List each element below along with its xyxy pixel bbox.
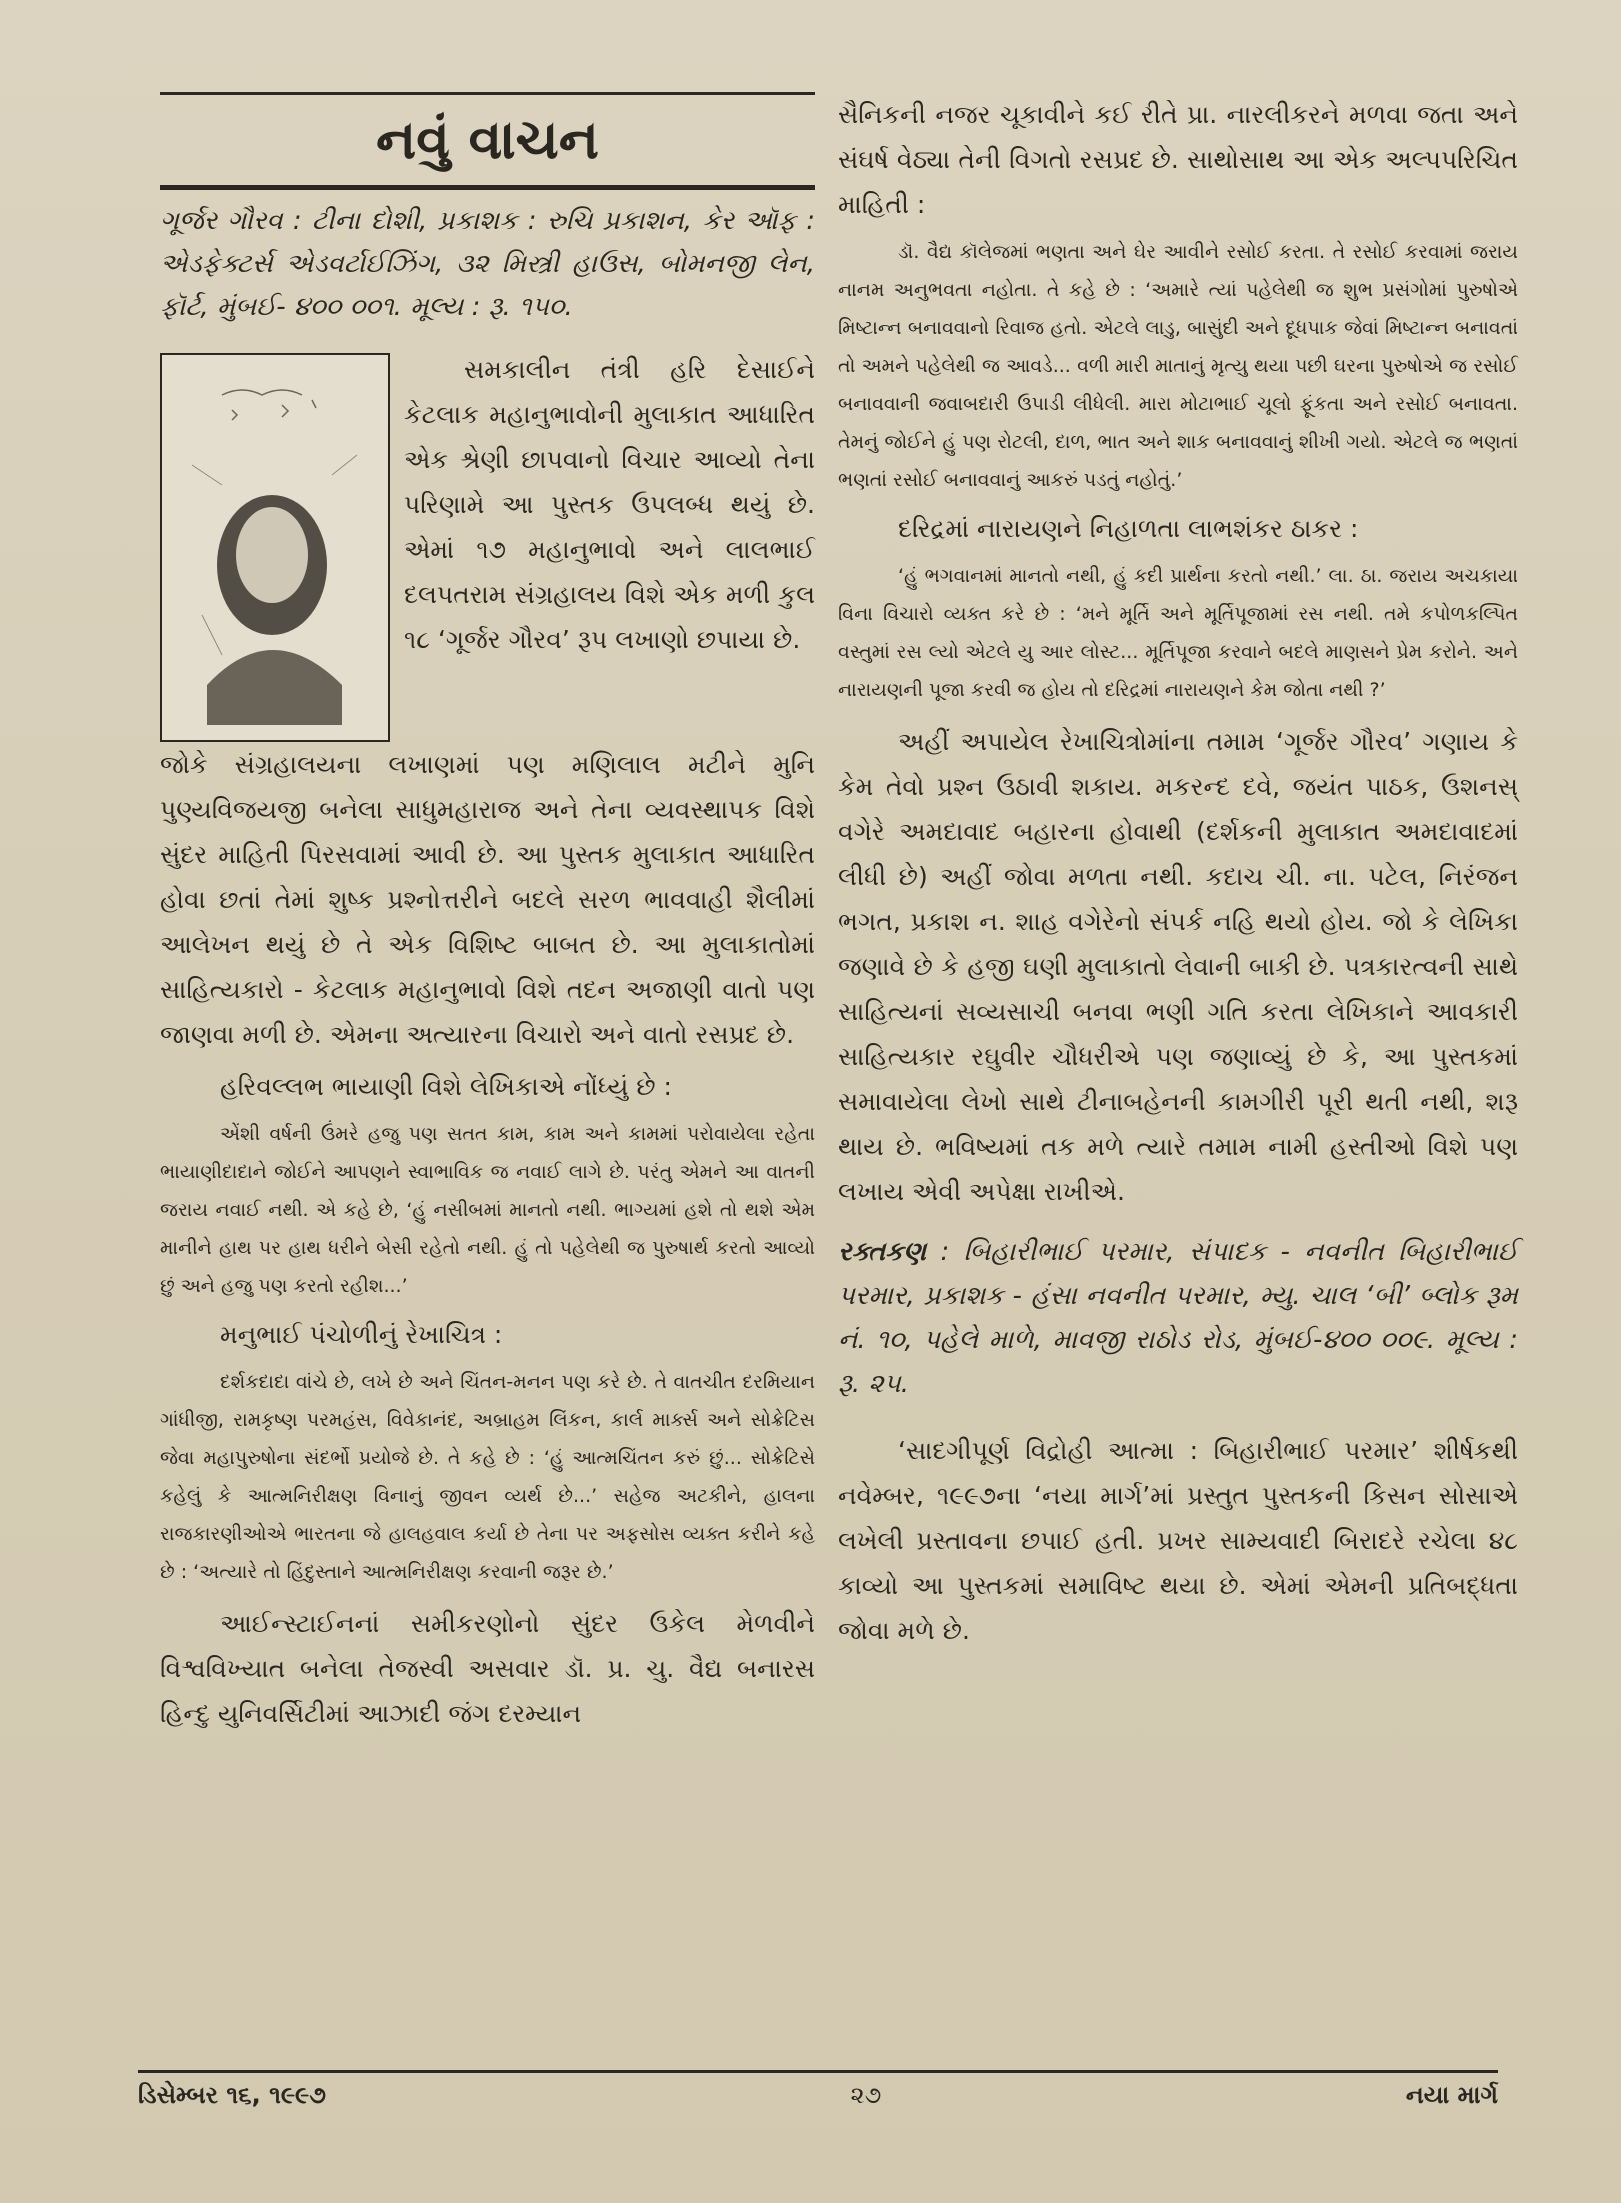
book2-details: : બિહારીભાઈ પરમાર, સંપાદક - નવનીત બિહારીભાઈ પરમાર, પ્રકાશક - હંસા નવનીત પરમાર, મ્યુ. ચાલ ‘બી’ બ્લોક રૂમ નં. ૧૦, પહેલે માળે, માવજી રાઠોડ રોડ, મુંબઈ-૪૦૦ ૦૦૯. મૂલ્ય : રૂ. ૨૫.	[838, 1237, 1518, 1399]
intro-paragraph: સમકાલીન તંત્રી હરિ દેસાઈને કેટલાક મહાનુભાવોની મુલાકાત આધારિત એક શ્રેણી છાપવાનો વિચાર આવ્યો તેના પરિણામે આ પુસ્તક ઉપલબ્ધ થયું છે. એમાં ૧૭ મહાનુભાવો અને લાલભાઈ દલપતરામ સંગ્રહાલય વિશે એક મળી કુલ ૧૮ ‘ગૂર્જર ગૌરવ’ રૂપ લખાણો છપાયા છે.	[404, 355, 815, 654]
page-number: ૨૭	[850, 2081, 882, 2109]
right-paragraph-3: ‘સાદગીપૂર્ણ વિદ્રોહી આત્મા : બિહારીભાઈ પરમાર’ શીર્ષકથી નવેમ્બર, ૧૯૯૭ના ‘નયા માર્ગ’માં પ્રસ્તુત પુસ્તકની કિસન સોસાએ લખેલી પ્રસ્તાવના છપાઈ હતી. પ્રખર સામ્યવાદી બિરાદરે રચેલા ૪૮ કાવ્યો આ પુસ્તકમાં સમાવિષ્ટ થયા છે. એમાં એમની પ્રતિબદ્ધતા જોવા મળે છે.	[838, 1436, 1518, 1645]
left-paragraph-3: આઈન્સ્ટાઈનનાં સમીકરણોનો સુંદર ઉકેલ મેળવીને વિશ્વવિખ્યાત બનેલા તેજસ્વી અસવાર ડૉ. પ્ર. ચુ. વૈદ્ય બનારસ હિન્દુ યુનિવર્સિટીમાં આઝાદી જંગ દરમ્યાન	[160, 1609, 815, 1728]
right-paragraph-1: સૈનિકની નજર ચૂકાવીને કઈ રીતે પ્રા. નારલીકરને મળવા જતા અને સંઘર્ષ વેઠ્યા તેની વિગતો રસપ્રદ છે. સાથોસાથ આ એક અલ્પપરિચિત માહિતી :	[838, 100, 1518, 219]
book1-title: ગૂર્જર ગૌરવ	[160, 206, 283, 236]
book1-details: : ટીના દોશી, પ્રકાશક : રુચિ પ્રકાશન, કેર ઑફ : એડફેક્ટર્સ એડવર્ટાઈઝિંગ, ૩૨ મિસ્ત્રી હાઉસ, બોમનજી લેન, ફૉર્ટ, મુંબઈ- ૪૦૦ ૦૦૧. મૂલ્ય : રૂ. ૧૫૦.	[160, 206, 816, 322]
quote-thakar: ‘હું ભગવાનમાં માનતો નથી, હું કદી પ્રાર્થના કરતો નથી.’ લા. ઠા. જરાય અચકાયા વિના વિચારો વ્યક્ત કરે છે : ‘મને મૂર્તિ અને મૂર્તિપૂજામાં રસ નથી. તમે કપોળકલ્પિત વસ્તુમાં રસ લ્યો એટલે યુ આર લોસ્ટ... મૂર્તિપૂજા કરવાને બદલે માણસને પ્રેમ કરોને. અને નારાયણની પૂજા કરવી જ હોય તો દરિદ્રમાં નારાયણને કેમ જોતા નથી ?’	[838, 565, 1519, 701]
quote-vaidya: ડૉ. વૈદ્ય કૉલેજમાં ભણતા અને ઘેર આવીને રસોઈ કરતા. તે રસોઈ કરવામાં જરાય નાનમ અનુભવતા નહોતા. તે કહે છે : ‘અમારે ત્યાં પહેલેથી જ શુભ પ્રસંગોમાં પુરુષોએ મિષ્ટાન્ન બનાવવાનો રિવાજ હતો. એટલે લાડુ, બાસુંદી અને દૂધપાક જેવાં મિષ્ટાન્ન બનાવતાં તો અમને પહેલેથી જ આવડે... વળી મારી માતાનું મૃત્યુ થયા પછી ઘરના પુરુષોએ જ રસોઈ બનાવવાની જવાબદારી ઉપાડી લીધેલી. મારા મોટાભાઈ ચૂલો ફૂંકતા અને રસોઈ બનાવતા. તેમનું જોઈને હું પણ રોટલી, દાળ, ભાત અને શાક બનાવવાનું શીખી ગયો. એટલે જ ભણતાં ભણતાં રસોઈ બનાવવાનું આકરું પડતું નહોતું.’	[838, 241, 1518, 491]
title-top-rule	[160, 92, 815, 95]
footer-rule	[138, 2070, 1498, 2073]
left-paragraph-2: જોકે સંગ્રહાલયના લખાણમાં પણ મણિલાલ મટીને મુનિ પુણ્યવિજયજી બનેલા સાધુમહારાજ અને તેના વ્યવસ્થાપક વિશે સુંદર માહિતી પિરસવામાં આવી છે. આ પુસ્તક મુલાકાત આધારિત હોવા છતાં તેમાં શુષ્ક પ્રશ્નોત્તરીને બદલે સરળ ભાવવાહી શૈલીમાં આલેખન થયું છે તે એક વિશિષ્ટ બાબત છે. આ મુલાકાતોમાં સાહિત્યકારો - કેટલાક મહાનુભાવો વિશે તદન અજાણી વાતો પણ જાણવા મળી છે. એમના અત્યારના વિચારો અને વાતો રસપ્રદ છે.	[160, 750, 815, 1049]
book1-bibliography	[160, 200, 815, 329]
portrait-sketch-icon	[162, 355, 388, 740]
quote-bhayani: એંશી વર્ષની ઉંમરે હજુ પણ સતત કામ, કામ અને કામમાં પરોવાયેલા રહેતા ભાયાણીદાદાને જોઈને આપણને સ્વાભાવિક જ નવાઈ લાગે છે. પરંતુ એમને આ વાતની જરાય નવાઈ નથી. એ કહે છે, ‘હું નસીબમાં માનતો નથી. ભાગ્યમાં હશે તો થશે એમ માનીને હાથ પર હાથ ધરીને બેસી રહેતો નથી. હું તો પહેલેથી જ પુરુષાર્થ કરતો આવ્યો છું અને હજુ પણ કરતો રહીશ...’	[160, 1123, 815, 1297]
right-paragraph-2: અહીં અપાયેલ રેખાચિત્રોમાંના તમામ ‘ગૂર્જર ગૌરવ’ ગણાય કે કેમ તેવો પ્રશ્ન ઉઠાવી શકાય. મકરન્દ દવે, જયંત પાઠક, ઉશનસ્ વગેરે અમદાવાદ બહારના હોવાથી (દર્શકની મુલાકાત અમદાવાદમાં લીધી છે) અહીં જોવા મળતા નથી. કદાચ ચી. ના. પટેલ, નિરંજન ભગત, પ્રકાશ ન. શાહ વગેરેનો સંપર્ક નહિ થયો હોય. જો કે લેખિકા જણાવે છે કે હજી ઘણી મુલાકાતો લેવાની બાકી છે. પત્રકારત્વની સાથે સાહિત્યનાં સવ્યસાચી બનવા ભણી ગતિ કરતા લેખિકાને આવકારી સાહિત્યકાર રઘુવીર ચૌધરીએ પણ જણાવ્યું છે કે, આ પુસ્તકમાં સમાવાયેલા લેખો સાથે ટીનાબહેનની કામગીરી પૂરી થતી નથી, શરૂ થાય છે. ભવિષ્યમાં તક મળે ત્યારે તમામ નામી હસ્તીઓ વિશે પણ લખાય એવી અપેક્ષા રાખીએ.	[838, 727, 1518, 1206]
footer-row	[138, 2081, 1498, 2109]
subheading-pancholi: મનુભાઈ પંચોળીનું રેખાચિત્ર :	[220, 1320, 503, 1349]
book-cover-image	[160, 353, 390, 742]
book2-bibliography	[838, 1230, 1518, 1406]
book2-title: રક્તકણ	[838, 1237, 927, 1267]
subheading-bhayani: હરિવલ્લભ ભાયાણી વિશે લેખિકાએ નોંધ્યું છે :	[220, 1072, 672, 1101]
title-bottom-rule	[160, 185, 815, 190]
section-title: નવું વાચન	[376, 108, 599, 171]
right-column	[838, 92, 1518, 1653]
quote-pancholi: દર્શકદાદા વાંચે છે, લખે છે અને ચિંતન-મનન પણ કરે છે. તે વાતચીત દરમિયાન ગાંધીજી, રામકૃષ્ણ પરમહંસ, વિવેકાનંદ, અબ્રાહમ લિંકન, કાર્લ માર્ક્સ અને સોક્રેટિસ જેવા મહાપુરુષોના સંદર્ભો પ્રયોજે છે. તે કહે છે : ‘હું આત્મચિંતન કરું છું... સોક્રેટિસે કહેલું કે આત્મનિરીક્ષણ વિનાનું જીવન વ્યર્થ છે...’ સહેજ અટકીને, હાલના રાજકારણીઓએ ભારતના જે હાલહવાલ કર્યા છે તેના પર અફસોસ વ્યક્ત કરીને કહે છે : ‘અત્યારે તો હિંદુસ્તાને આત્મનિરીક્ષણ કરવાની જરૂર છે.’	[160, 1371, 815, 1583]
footer-date: ડિસેમ્બર ૧૬, ૧૯૯૭	[138, 2081, 326, 2109]
page-footer	[138, 2070, 1498, 2109]
subheading-thakar: દરિદ્રમાં નારાયણને નિહાળતા લાભશંકર ઠાકર :	[898, 514, 1359, 543]
intro-with-figure	[160, 347, 815, 742]
magazine-name: નયા માર્ગ	[1405, 2081, 1498, 2109]
left-column	[160, 92, 815, 1736]
